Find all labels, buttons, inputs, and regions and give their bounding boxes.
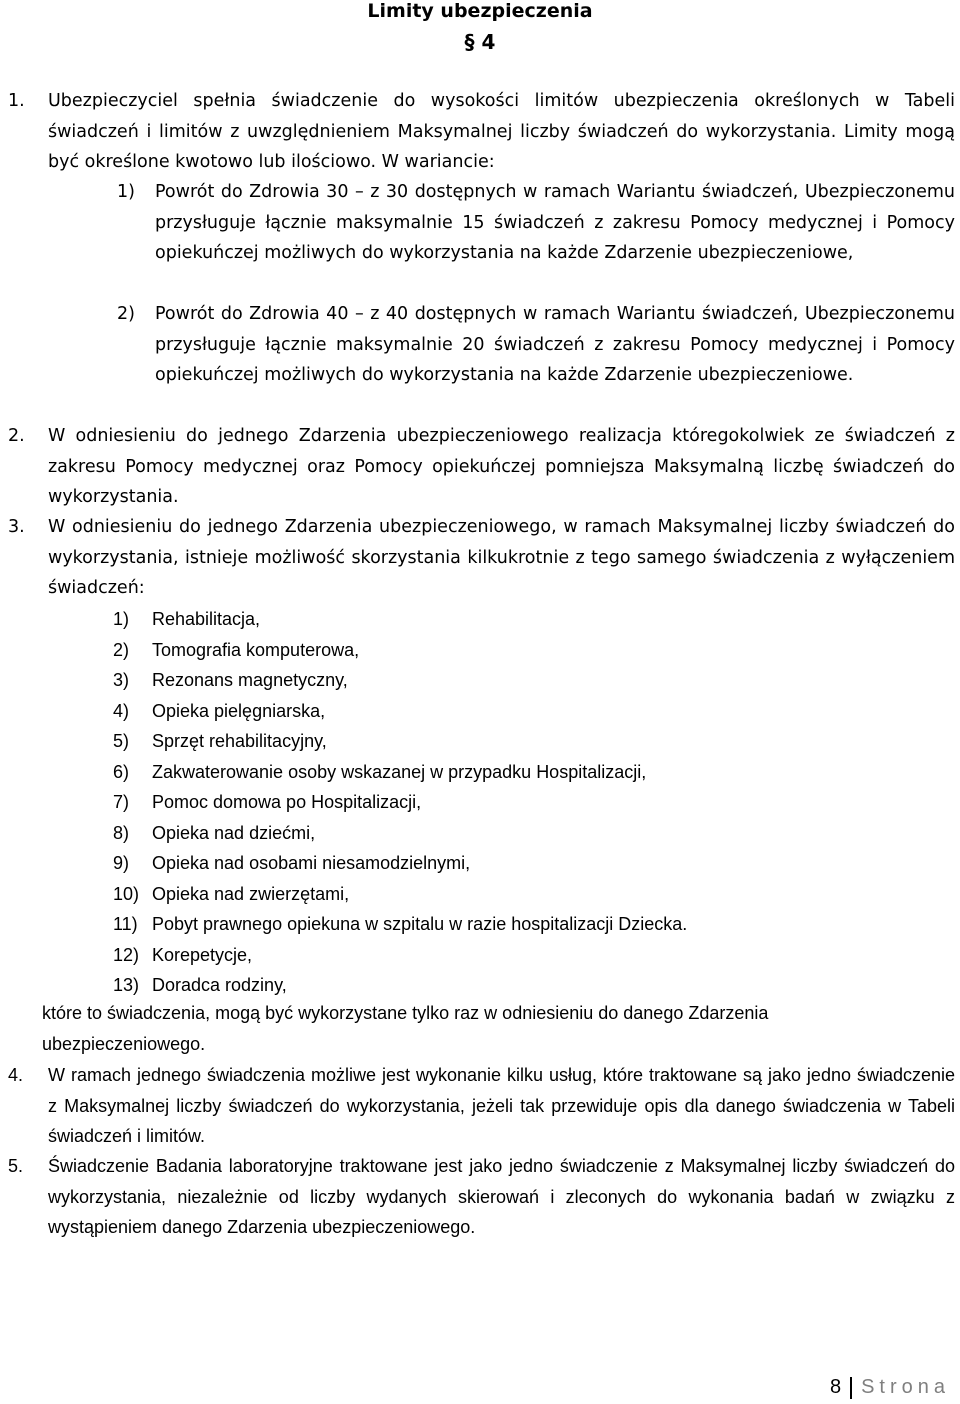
list-item bbox=[113, 879, 687, 910]
exclusion-list bbox=[113, 604, 687, 1001]
list-item-text: Rezonans magnetyczny, bbox=[152, 670, 348, 690]
list-item-text: Rehabilitacja, bbox=[152, 609, 261, 629]
list-item bbox=[113, 696, 687, 727]
list-item-number: 10) bbox=[113, 883, 140, 904]
list-item-number: 7) bbox=[113, 792, 130, 812]
list-item bbox=[113, 757, 687, 788]
list-item bbox=[113, 604, 687, 635]
paragraph-1-text: Ubezpieczyciel spełnia świadczenie do wysokości limitów ubezpieczenia określonych w Tabeli świadczeń i limitów z uwzględnieniem Maksymalnej liczby świadczeń do wykorzystania. Limity mogą być określone kwotowo lub ilościowo. W wariancie: bbox=[48, 91, 955, 172]
paragraph-5-text: Świadczenie Badania laboratoryjne traktowane jest jako jedno świadczenie z Maksymalnej liczby świadczeń do wykorzystania, niezależnie od liczby wydanych skierowań i zleconych do wykonania badań w związku z wystąpieniem danego Zdarzenia ubezpieczeniowego. bbox=[48, 1156, 955, 1237]
section-number: § 4 bbox=[464, 30, 496, 54]
list-item-text: Doradca rodziny, bbox=[152, 975, 287, 995]
list-item bbox=[113, 909, 687, 940]
list-item-number: 9) bbox=[113, 853, 130, 873]
paragraph-1-item-2-number: 2) bbox=[117, 304, 135, 324]
list-item-text: Opieka nad osobami niesamodzielnymi, bbox=[152, 853, 471, 873]
paragraph-2-number: 2. bbox=[8, 426, 25, 446]
paragraph-3-tail: które to świadczenia, mogą być wykorzystane tylko raz w odniesieniu do danego Zdarzenia ubezpieczeniowego. bbox=[42, 1003, 769, 1054]
list-item-text: Sprzęt rehabilitacyjny, bbox=[152, 731, 327, 751]
list-item-text: Tomografia komputerowa, bbox=[152, 639, 360, 660]
list-item-number: 1) bbox=[113, 609, 130, 629]
list-item-text: Opieka nad dziećmi, bbox=[152, 822, 316, 843]
list-item-text: Korepetycje, bbox=[152, 944, 253, 965]
paragraph-1-item-1-text: Powrót do Zdrowia 30 – z 30 dostępnych w ramach Wariantu świadczeń, Ubezpieczonemu przysługuje łącznie maksymalnie 15 świadczeń z zakresu Pomocy medycznej i Pomocy opiekuńczej możliwych do wykorzystania na każde Zdarzenie ubezpieczeniowe, bbox=[155, 182, 955, 263]
list-item-number: 5) bbox=[113, 731, 130, 751]
list-item bbox=[113, 635, 687, 666]
paragraph-4-number: 4. bbox=[8, 1065, 24, 1085]
paragraph-1-item-2-text: Powrót do Zdrowia 40 – z 40 dostępnych w ramach Wariantu świadczeń, Ubezpieczonemu przysługuje łącznie maksymalnie 20 świadczeń z zakresu Pomocy medycznej i Pomocy opiekuńczej możliwych do wykorzystania na każde Zdarzenie ubezpieczeniowe. bbox=[155, 304, 955, 385]
list-item-number: 8) bbox=[113, 822, 130, 843]
footer-divider bbox=[850, 1377, 852, 1399]
list-item bbox=[113, 818, 687, 849]
list-item-number: 4) bbox=[113, 700, 130, 721]
list-item-text: Opieka pielęgniarska, bbox=[152, 700, 326, 721]
list-item-number: 12) bbox=[113, 944, 140, 965]
paragraph-2-text: W odniesieniu do jednego Zdarzenia ubezpieczeniowego realizacja któregokolwiek ze świadczeń z zakresu Pomocy medycznej oraz Pomocy opiekuńczej pomniejsza Maksymalną liczbę świadczeń do wykorzystania. bbox=[48, 426, 955, 507]
paragraph-1-number: 1. bbox=[8, 91, 25, 111]
paragraph-1-item-1-number: 1) bbox=[117, 182, 135, 202]
list-item-number: 2) bbox=[113, 639, 130, 660]
list-item-number: 6) bbox=[113, 761, 130, 782]
list-item-text: Pobyt prawnego opiekuna w szpitalu w razie hospitalizacji Dziecka. bbox=[152, 914, 688, 934]
list-item bbox=[113, 940, 687, 971]
list-item-text: Opieka nad zwierzętami, bbox=[152, 883, 350, 904]
paragraph-3-number: 3. bbox=[8, 517, 25, 537]
page-number: 8 bbox=[829, 1376, 842, 1398]
paragraph-5-number: 5. bbox=[8, 1156, 24, 1176]
list-item bbox=[113, 787, 687, 818]
list-item bbox=[113, 848, 687, 879]
list-item-text: Pomoc domowa po Hospitalizacji, bbox=[152, 792, 422, 812]
list-item bbox=[113, 726, 687, 757]
page-label: Strona bbox=[861, 1376, 950, 1398]
paragraph-3-text: W odniesieniu do jednego Zdarzenia ubezpieczeniowego, w ramach Maksymalnej liczby świadczeń do wykorzystania, istnieje możliwość skorzystania kilkukrotnie z tego samego świadczenia z wyłączeniem świadczeń: bbox=[48, 517, 955, 598]
paragraph-4-text: W ramach jednego świadczenia możliwe jest wykonanie kilku usług, które traktowane są jako jedno świadczenie z Maksymalnej liczby świadczeń do wykorzystania, jeżeli tak przewiduje opis dla danego świadczenia w Tabeli świadczeń i limitów. bbox=[48, 1065, 955, 1146]
list-item-text: Zakwaterowanie osoby wskazanej w przypadku Hospitalizacji, bbox=[152, 761, 647, 782]
list-item-number: 13) bbox=[113, 975, 140, 995]
list-item-number: 3) bbox=[113, 670, 130, 690]
page-title: Limity ubezpieczenia bbox=[367, 0, 593, 22]
list-item bbox=[113, 665, 687, 696]
page-footer bbox=[830, 1376, 950, 1399]
list-item bbox=[113, 970, 687, 1001]
list-item-number: 11) bbox=[113, 914, 138, 934]
